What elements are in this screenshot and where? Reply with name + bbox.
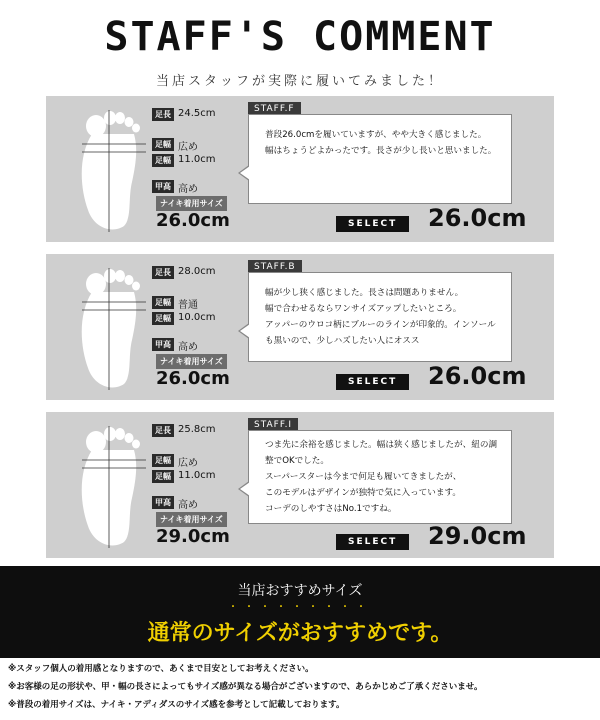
note-line: ※普段の着用サイズは、ナイキ・アディダスのサイズ感を参考として記載しております。 xyxy=(8,700,345,710)
comment-bubble xyxy=(248,430,512,524)
foot-width-value: 普通 xyxy=(178,300,198,311)
foot-length-value: 28.0cm xyxy=(178,266,216,277)
instep-tag: 甲高 xyxy=(152,338,174,351)
nike-size-value: 29.0cm xyxy=(156,526,230,547)
foot-width-cm-value: 11.0cm xyxy=(178,470,216,481)
banner-main-text: 通常のサイズがおすすめです。 xyxy=(147,621,453,646)
foot-illustration-icon xyxy=(54,258,164,396)
select-label: SELECT xyxy=(336,374,409,390)
comment-bubble xyxy=(248,272,512,362)
banner-subtitle: 当店おすすめサイズ xyxy=(237,583,363,599)
note-line: ※スタッフ個人の着用感となりますので、あくまで目安としてお考えください。 xyxy=(8,664,314,674)
foot-width-value: 広め xyxy=(178,458,198,469)
nike-size-label: ナイキ着用サイズ xyxy=(156,354,227,369)
instep-value: 高め xyxy=(178,500,198,511)
comment-text: 幅が少し狭く感じました。長さは問題ありません。 幅で合わせるならワンサイズアップしたいところ。 アッパーのウロコ柄にブルーのラインが印象的。インソールも黒いので、少しハズしたい人にオスス xyxy=(265,288,496,346)
page-title: STAFF'S COMMENT xyxy=(104,14,496,60)
nike-size-label: ナイキ着用サイズ xyxy=(156,512,227,527)
nike-size-value: 26.0cm xyxy=(156,210,230,231)
staff-card xyxy=(46,96,554,242)
foot-length-tag: 足長 xyxy=(152,424,174,437)
nike-size-value: 26.0cm xyxy=(156,368,230,389)
foot-illustration-icon xyxy=(54,100,164,238)
staff-name-tag: STAFF.F xyxy=(248,102,301,116)
foot-width-value: 広め xyxy=(178,142,198,153)
foot-width-tag: 足幅 xyxy=(152,296,174,309)
foot-length-tag: 足長 xyxy=(152,266,174,279)
instep-value: 高め xyxy=(178,342,198,353)
notes xyxy=(8,660,598,714)
page-subtitle: 当店スタッフが実際に履いてみました！ xyxy=(155,74,444,89)
comment-bubble xyxy=(248,114,512,204)
note-line: ※お客様の足の形状や、甲・幅の長さによってもサイズ感が異なる場合がございますので、あらかじめご了承くださいませ。 xyxy=(8,682,483,692)
foot-width-cm-tag: 足幅 xyxy=(152,154,174,167)
foot-width-cm-tag: 足幅 xyxy=(152,312,174,325)
header xyxy=(0,0,600,90)
select-size-value: 29.0cm xyxy=(428,522,527,550)
instep-value: 高め xyxy=(178,184,198,195)
foot-length-value: 25.8cm xyxy=(178,424,216,435)
select-label: SELECT xyxy=(336,534,409,550)
foot-width-tag: 足幅 xyxy=(152,138,174,151)
banner-dots: ・・・・・・・・・ xyxy=(228,602,372,613)
staff-name-tag: STAFF.I xyxy=(248,418,298,432)
comment-text: 普段26.0cmを履いていますが、やや大きく感じました。 幅はちょうどよかったです。長さが少し長いと思いました。 xyxy=(265,130,497,156)
comment-text: つま先に余裕を感じました。幅は狭く感じましたが、紐の調整でOKでした。 スーパースターは今まで何足も履いてきましたが、 このモデルはデザインが独特で気に入っています。 コーデのしやすさはNo.1ですね。 xyxy=(265,440,498,514)
foot-length-value: 24.5cm xyxy=(178,108,216,119)
foot-width-cm-value: 10.0cm xyxy=(178,312,216,323)
staff-card xyxy=(46,254,554,400)
foot-length-tag: 足長 xyxy=(152,108,174,121)
foot-width-cm-tag: 足幅 xyxy=(152,470,174,483)
foot-width-tag: 足幅 xyxy=(152,454,174,467)
select-size-value: 26.0cm xyxy=(428,204,527,232)
nike-size-label: ナイキ着用サイズ xyxy=(156,196,227,211)
staff-name-tag: STAFF.B xyxy=(248,260,302,274)
select-label: SELECT xyxy=(336,216,409,232)
staff-card xyxy=(46,412,554,558)
instep-tag: 甲高 xyxy=(152,180,174,193)
foot-width-cm-value: 11.0cm xyxy=(178,154,216,165)
select-size-value: 26.0cm xyxy=(428,362,527,390)
foot-illustration-icon xyxy=(54,416,164,554)
recommend-banner xyxy=(0,566,600,658)
instep-tag: 甲高 xyxy=(152,496,174,509)
